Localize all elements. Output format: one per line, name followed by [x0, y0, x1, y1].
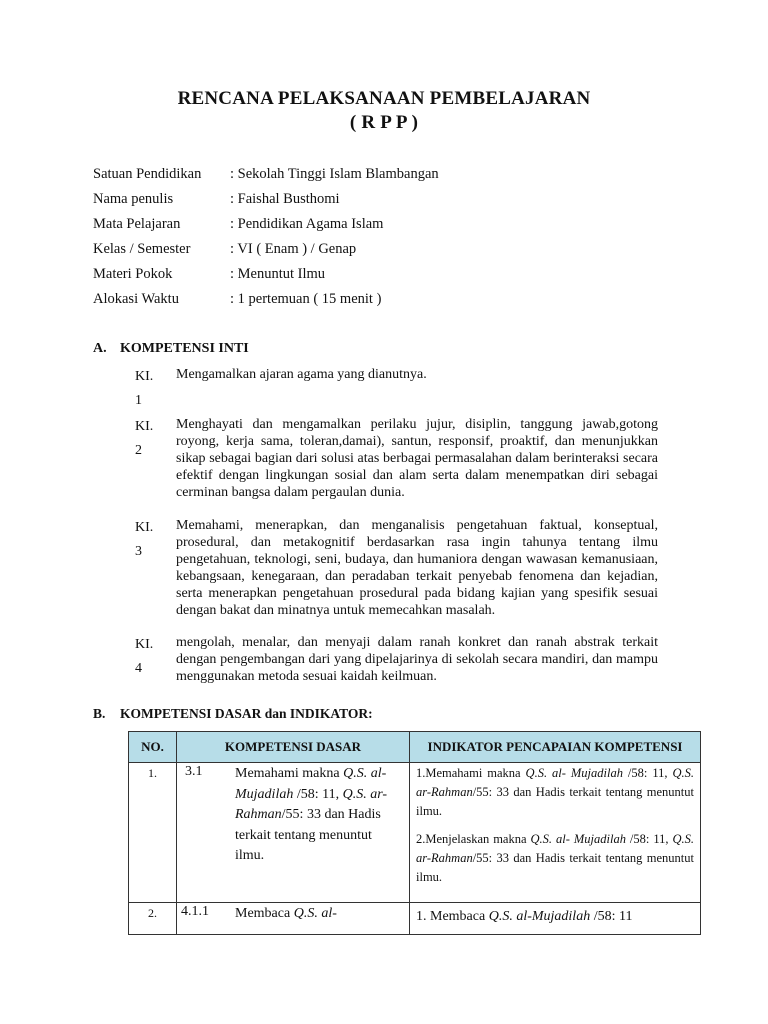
- info-label: Alokasi Waktu: [93, 291, 179, 307]
- indikator-item: 1. Membaca Q.S. al-Mujadilah /58: 11: [416, 909, 633, 924]
- indikator-item: 2.Menjelaskan makna Q.S. al- Mujadilah /58: 11, Q.S. ar-Rahman/55: 33 dan Hadis terkait tentang menuntut ilmu.: [416, 832, 695, 884]
- indikator-cell: [410, 763, 701, 903]
- info-value: : Sekolah Tinggi Islam Blambangan: [230, 166, 439, 182]
- info-value: : Pendidikan Agama Islam: [230, 216, 384, 232]
- indikator-item: 1.Memahami makna Q.S. al- Mujadilah /58: 11, Q.S. ar-Rahman/55: 33 dan Hadis terkait tentang menuntut ilmu.: [416, 766, 694, 818]
- column-header-kompetensi: KOMPETENSI DASAR: [177, 732, 410, 763]
- kd-text: Membaca Q.S. al-: [235, 906, 337, 921]
- info-label: Kelas / Semester: [93, 241, 191, 257]
- info-value: : Faishal Busthomi: [230, 191, 340, 207]
- column-header-indikator: INDIKATOR PENCAPAIAN KOMPETENSI: [410, 732, 701, 763]
- kompetensi-cell: [177, 763, 410, 903]
- column-header-no: NO.: [129, 732, 177, 763]
- kompetensi-table: [128, 731, 701, 935]
- section-letter: B.: [93, 706, 106, 721]
- section-letter: A.: [93, 341, 107, 356]
- table-row: [129, 903, 701, 935]
- info-value: : 1 pertemuan ( 15 menit ): [230, 291, 382, 307]
- ki-text: Menghayati dan mengamalkan perilaku jujur, disiplin, tanggung jawab,gotong royong, kerja sama, toleran,damai), santun, responsif, proaktif, dan menunjukkan sikap sebagai bagian dari solusi atas berbagai permasalahan dalam berinteraksi secara efektif dengan lingkungan sosial dan alam serta dalam menempatkan diri sebagai cerminan bangsa dalam pergaulan dunia.: [176, 417, 658, 500]
- row-number: 1.: [129, 763, 177, 903]
- kd-text: Memahami makna Q.S. al- Mujadilah /58: 11, Q.S. ar-Rahman/55: 33 dan Hadis terkait tentang menuntut ilmu.: [235, 766, 388, 863]
- document-title: RENCANA PELAKSANAAN PEMBELAJARAN: [177, 88, 591, 109]
- row-number: 2.: [129, 903, 177, 935]
- ki-code: KI. 1: [135, 369, 154, 408]
- info-value: : VI ( Enam ) / Genap: [230, 241, 357, 257]
- info-label: Nama penulis: [93, 191, 174, 207]
- section-title: KOMPETENSI DASAR dan INDIKATOR:: [120, 706, 373, 721]
- kd-number: 3.1: [185, 764, 203, 779]
- info-label: Mata Pelajaran: [93, 216, 181, 232]
- ki-code: KI. 2: [135, 419, 154, 458]
- info-value: : Menuntut Ilmu: [230, 266, 326, 282]
- table-header-row: [129, 732, 701, 763]
- info-label: Materi Pokok: [93, 266, 173, 282]
- ki-text: Memahami, menerapkan, dan menganalisis pengetahuan faktual, konseptual, prosedural, dan metakognitif berdasarkan rasa ingin tahunya tentang ilmu pengetahuan, teknologi, seni, budaya, dan humaniora dengan wawasan kemanusiaan, kebangsaan, kenegaraan, dan peradaban terkait penyebab fenomena dan kejadian, serta menerapkan pengetahuan prosedural pada bidang kajian yang spesifik sesuai dengan bakat dan minatnya untuk memecahkan masalah.: [176, 518, 658, 618]
- ki-code: KI. 4: [135, 637, 154, 676]
- ki-text: mengolah, menalar, dan menyaji dalam ranah konkret dan ranah abstrak terkait dengan pengembangan dari yang dipelajarinya di sekolah secara mandiri, dan mampu menggunakan metoda sesuai kaidah keilmuan.: [176, 635, 658, 684]
- kd-number: 4.1.1: [181, 904, 209, 919]
- document-subtitle: ( R P P ): [349, 112, 419, 133]
- kompetensi-cell: [177, 903, 410, 935]
- section-a-heading: [93, 341, 249, 357]
- section-title: KOMPETENSI INTI: [120, 341, 249, 356]
- ki-text: Mengamalkan ajaran agama yang dianutnya.: [176, 367, 427, 382]
- info-label: Satuan Pendidikan: [93, 166, 202, 182]
- indikator-cell: [410, 903, 701, 935]
- ki-code: KI. 3: [135, 520, 154, 559]
- section-b-heading: [93, 706, 373, 722]
- table-row: [129, 763, 701, 903]
